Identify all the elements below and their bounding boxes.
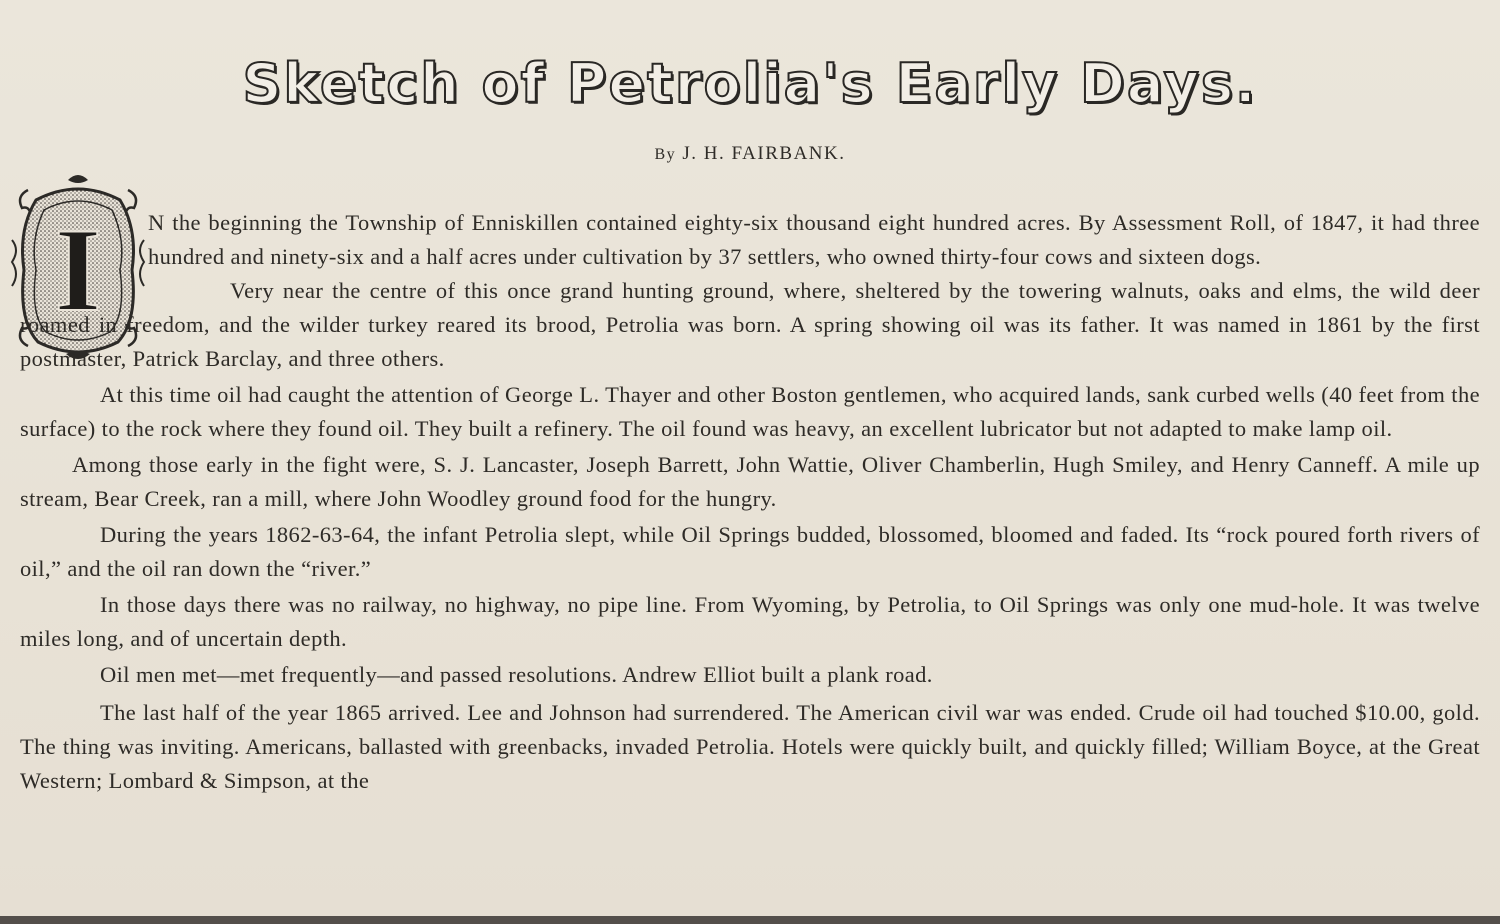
byline-by: By bbox=[654, 146, 677, 163]
page-bottom-edge bbox=[0, 916, 1500, 924]
paragraph: N the beginning the Township of Enniskillen contained eighty-six thousand eight hundred acres. By Assessment Roll, of 1847, it had three hundred and ninety-six and a half acres under cultivation by 37 settlers, who owned thirty-four cows and sixteen dogs. bbox=[148, 210, 1480, 269]
paragraph: The last half of the year 1865 arrived. Lee and Johnson had surrendered. The American civil war was ended. Crude oil had touched $10.00, gold. The thing was inviting. Americans, ballasted with greenbacks, invaded Petrolia. Hotels were quickly built, and quickly filled; William Boyce, at the Great Western; Lombard & Simpson, at the bbox=[20, 700, 1480, 793]
paragraph: At this time oil had caught the attention of George L. Thayer and other Boston gentlemen, who acquired lands, sank curbed wells (40 feet from the surface) to the rock where they found oil. They built a refinery. The oil found was heavy, an excellent lubricator but not adapted to make lamp oil. bbox=[20, 382, 1480, 441]
article-title: Sketch of Petrolia's Early Days. bbox=[242, 52, 1258, 115]
paragraph: Among those early in the fight were, S. J. Lancaster, Joseph Barrett, John Wattie, Oliver Chamberlin, Hugh Smiley, and Henry Canneff. A mile up stream, Bear Creek, ran a mill, where John Woodley ground food for the hungry. bbox=[20, 452, 1480, 511]
drop-cap-letter: I bbox=[54, 203, 102, 336]
paragraph: Very near the centre of this once grand hunting ground, where, sheltered by the towering walnuts, oaks and elms, the wild deer roamed in freedom, and the wilder turkey reared its brood, Petrolia was born. A spring showing oil was its father. It was named in 1861 by the first postmaster, Patrick Barclay, and three others. bbox=[20, 278, 1480, 371]
byline bbox=[0, 143, 1500, 165]
paragraph: During the years 1862-63-64, the infant Petrolia slept, while Oil Springs budded, blossomed, bloomed and faded. Its “rock poured forth rivers of oil,” and the oil ran down the “river.” bbox=[20, 522, 1480, 581]
paragraph: In those days there was no railway, no highway, no pipe line. From Wyoming, by Petrolia, to Oil Springs was only one mud-hole. It was twelve miles long, and of uncertain depth. bbox=[20, 592, 1480, 651]
byline-author: J. H. FAIRBANK. bbox=[682, 143, 846, 164]
paragraph: Oil men met—met frequently—and passed resolutions. Andrew Elliot built a plank road. bbox=[100, 662, 933, 687]
article-body bbox=[20, 206, 1480, 800]
